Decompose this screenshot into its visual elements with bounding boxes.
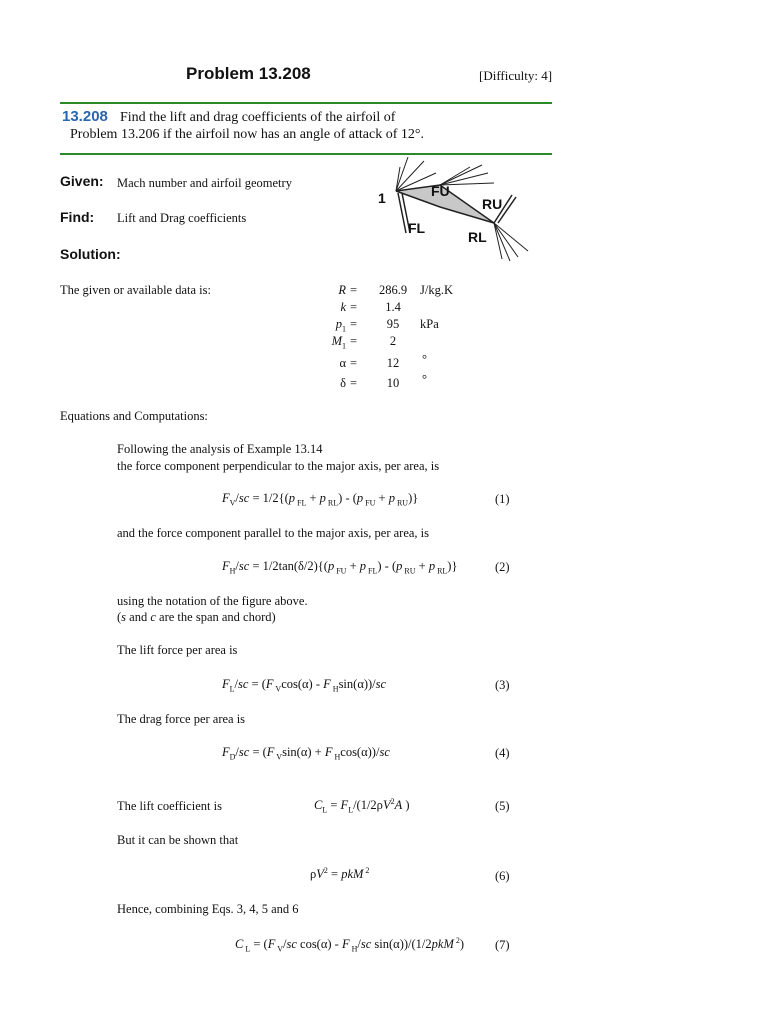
text-parallel: and the force component parallel to the major axis, per area, is	[117, 526, 430, 540]
given-text: Mach number and airfoil geometry	[117, 176, 292, 190]
equation-3: $F_L/sc = (F$ $_V$cos(α) - F $_H$sin(α))/sc	[222, 677, 387, 694]
wave-line	[440, 165, 482, 185]
data-value: 95	[386, 317, 400, 331]
text-perpendicular: the force component perpendicular to the major axis, per area, is	[117, 459, 440, 473]
equation-number-7: (7)	[495, 938, 510, 952]
data-equals: =	[350, 376, 358, 390]
figure-label-fu: FU	[431, 183, 450, 199]
text-combining: Hence, combining Eqs. 3, 4, 5 and 6	[117, 902, 299, 916]
problem-number: 13.208	[62, 108, 108, 125]
equation-7: C $_L$ = (F $_V$/sc cos(α) - F $_H$/sc sin(α))/(1/2pkM $^2$)	[235, 936, 465, 954]
equation-number-6: (6)	[495, 869, 510, 883]
data-equals: =	[350, 334, 358, 348]
text-shown-that: But it can be shown that	[117, 833, 239, 847]
wave-line	[396, 161, 424, 191]
equation-6: $\rho V^2$ = pkM $^2$	[310, 866, 370, 882]
data-intro: The given or available data is:	[60, 283, 211, 297]
data-table	[300, 283, 550, 393]
data-unit: J/kg.K	[420, 283, 453, 297]
data-equals: =	[350, 283, 358, 297]
top-divider	[60, 102, 552, 104]
figure-label-1: 1	[378, 190, 386, 206]
text-example-reference: Following the analysis of Example 13.14	[117, 442, 323, 456]
data-symbol: $M_1$	[331, 334, 346, 351]
solution-label: Solution:	[60, 246, 121, 262]
page-title: Problem 13.208	[186, 64, 311, 83]
problem-statement-line2: Problem 13.206 if the airfoil now has an angle of attack of 12°.	[70, 127, 424, 142]
text-lift-coefficient: The lift coefficient is	[117, 799, 222, 813]
airfoil-diagram	[370, 155, 550, 265]
find-label: Find:	[60, 209, 95, 225]
difficulty-label: [Difficulty: 4]	[479, 68, 553, 83]
figure-label-fl: FL	[408, 220, 426, 236]
data-value: 1.4	[385, 300, 401, 314]
given-label: Given:	[60, 173, 104, 189]
wave-line	[398, 193, 406, 233]
equation-number-2: (2)	[495, 560, 510, 574]
data-value: 10	[386, 376, 400, 390]
figure-label-rl: RL	[468, 229, 487, 245]
data-symbol: δ	[340, 376, 346, 390]
data-equals: =	[350, 300, 358, 314]
equation-number-4: (4)	[495, 746, 510, 760]
data-value: 286.9	[378, 283, 408, 297]
equation-number-3: (3)	[495, 678, 510, 692]
data-value: 2	[389, 334, 397, 348]
figure-label-ru: RU	[482, 196, 503, 212]
equation-4: $F_D/sc = (F$ $_V$sin(α) + F $_H$cos(α))/sc	[222, 745, 390, 762]
data-unit: kPa	[420, 317, 439, 331]
text-span-chord: (s and c are the span and chord)	[117, 610, 276, 624]
equation-number-5: (5)	[495, 799, 510, 813]
problem-statement-line1: Find the lift and drag coefficients of the airfoil of	[120, 110, 396, 125]
text-lift-force: The lift force per area is	[117, 643, 238, 657]
data-unit: °	[422, 372, 427, 386]
equation-5: $C_L = F_L/(1/2\rho V^2A$ )	[314, 797, 410, 815]
find-text: Lift and Drag coefficients	[117, 211, 247, 225]
data-symbol: α	[339, 356, 346, 370]
data-equals: =	[350, 356, 358, 370]
equation-number-1: (1)	[495, 492, 510, 506]
text-notation: using the notation of the figure above.	[117, 594, 308, 608]
data-symbol: k	[340, 300, 346, 314]
equation-2: $F_H/sc = 1/2\tan(\delta/2)\{(p$ $_{FU}$ + p $_{FL}$) - (p $_{RU}$ + p $_{RL}$)}	[222, 559, 458, 576]
data-symbol: R	[338, 283, 346, 297]
data-symbol: $p_1$	[335, 317, 346, 334]
equation-1: $F_V/sc = 1/2\{(p$ $_{FL}$ + p $_{RL}$) - (p $_{FU}$ + p $_{RU}$)}	[222, 491, 419, 508]
data-unit: °	[422, 352, 427, 366]
data-equals: =	[350, 317, 358, 331]
text-drag-force: The drag force per area is	[117, 712, 246, 726]
data-value: 12	[386, 356, 400, 370]
equations-heading: Equations and Computations:	[60, 409, 208, 423]
